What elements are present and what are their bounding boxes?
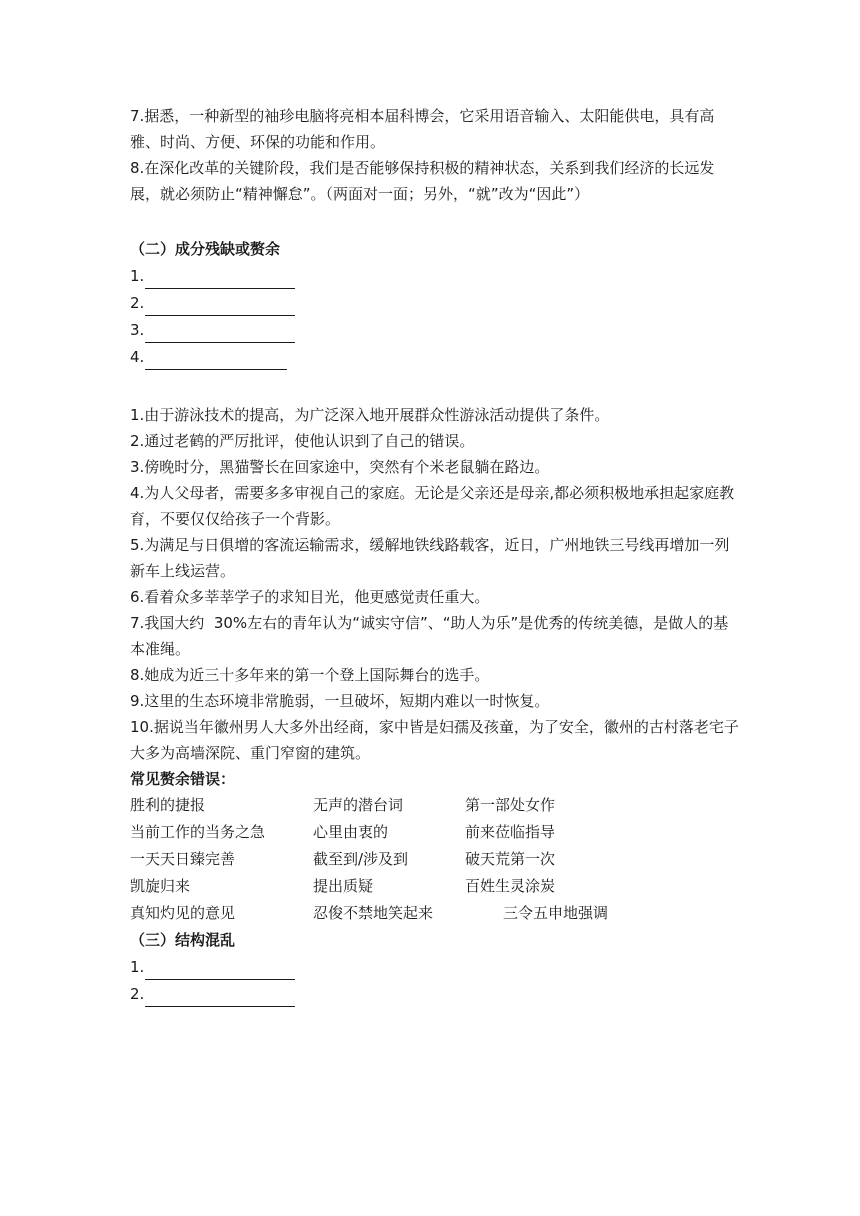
spacer xyxy=(130,207,740,233)
blank-number: 1. xyxy=(130,958,145,976)
redundancy-example: 凯旋归来 xyxy=(130,877,191,895)
redundancy-example: 心里由衷的 xyxy=(313,823,389,841)
redundancy-example: 百姓生灵涂炭 xyxy=(465,877,556,895)
redundancy-example: 胜利的捷报 xyxy=(130,796,206,814)
redundancy-example: 前来莅临指导 xyxy=(465,823,556,841)
fill-in-blank-line xyxy=(145,271,295,289)
blank-answer-row xyxy=(130,980,740,1007)
redundancy-row xyxy=(130,792,740,819)
exercise-sentence-7: 7.我国大约 30%左右的青年认为“诚实守信”、“助人为乐”是优秀的传统美德，是做人的基本准绳。 xyxy=(130,614,729,658)
redundancy-example: 第一部处女作 xyxy=(465,796,556,814)
exercise-sentence-2: 2.通过老鹤的严厉批评，使他认识到了自己的错误。 xyxy=(130,432,475,450)
blank-list-section-three xyxy=(130,953,740,1007)
redundancy-example: 无声的潜台词 xyxy=(313,796,404,814)
redundancy-examples-grid xyxy=(130,792,740,927)
blank-number: 3. xyxy=(130,321,145,339)
redundancy-errors-heading: 常见赘余错误： xyxy=(130,770,236,788)
fill-in-blank-line xyxy=(145,989,295,1007)
section-heading-structural-confusion: （三）结构混乱 xyxy=(130,931,236,949)
fill-in-blank-line xyxy=(145,298,295,316)
blank-list-section-two xyxy=(130,262,740,370)
exercise-sentence-3: 3.傍晚时分，黑猫警长在回家途中，突然有个米老鼠躺在路边。 xyxy=(130,458,550,476)
spacer xyxy=(130,370,740,402)
blank-number: 2. xyxy=(130,294,145,312)
exercise-sentence-10: 10.据说当年徽州男人大多外出经商，家中皆是妇孺及孩童，为了安全，徽州的古村落老宅子大多为高墙深院、重门窄窗的建筑。 xyxy=(130,718,739,762)
blank-answer-row xyxy=(130,289,740,316)
blank-number: 1. xyxy=(130,267,145,285)
fill-in-blank-line xyxy=(145,325,295,343)
blank-answer-row xyxy=(130,343,740,370)
fill-in-blank-line xyxy=(145,962,295,980)
redundancy-example: 真知灼见的意见 xyxy=(130,904,236,922)
blank-number: 4. xyxy=(130,348,145,366)
redundancy-example: 当前工作的当务之急 xyxy=(130,823,266,841)
redundancy-example: 忍俊不禁地笑起来 xyxy=(313,904,434,922)
redundancy-example: 截至到/涉及到 xyxy=(313,850,409,868)
exercise-sentence-8: 8.她成为近三十多年来的第一个登上国际舞台的选手。 xyxy=(130,666,490,684)
exercise-sentence-list xyxy=(130,402,740,766)
paragraph-item-7: 7.据悉，一种新型的袖珍电脑将亮相本届科博会，它采用语音输入、太阳能供电，具有高雅、时尚、方便、环保的功能和作用。 xyxy=(130,107,715,151)
exercise-sentence-9: 9.这里的生态环境非常脆弱，一旦破坏，短期内难以一时恢复。 xyxy=(130,692,550,710)
fill-in-blank-line xyxy=(145,352,287,370)
exercise-sentence-1: 1.由于游泳技术的提高，为广泛深入地开展群众性游泳活动提供了条件。 xyxy=(130,406,610,424)
section-heading-incomplete-components: （二）成分残缺或赘余 xyxy=(130,240,281,258)
redundancy-example: 破天荒第一次 xyxy=(465,850,556,868)
redundancy-row xyxy=(130,846,740,873)
redundancy-example: 三令五申地强调 xyxy=(503,904,609,922)
paragraph-item-8: 8.在深化改革的关键阶段，我们是否能够保持积极的精神状态，关系到我们经济的长远发展，就必须防止“精神懈怠”。（两面对一面；另外，“就”改为“因此”） xyxy=(130,159,715,203)
redundancy-row xyxy=(130,873,740,900)
blank-answer-row xyxy=(130,953,740,980)
document-content xyxy=(130,103,740,1007)
redundancy-example: 提出质疑 xyxy=(313,877,374,895)
blank-answer-row xyxy=(130,316,740,343)
redundancy-example: 一天天日臻完善 xyxy=(130,850,236,868)
redundancy-row xyxy=(130,900,740,927)
exercise-sentence-6: 6.看着众多莘莘学子的求知目光，他更感觉责任重大。 xyxy=(130,588,490,606)
exercise-sentence-5: 5.为满足与日俱增的客流运输需求，缓解地铁线路载客，近日，广州地铁三号线再增加一列新车上线运营。 xyxy=(130,536,730,580)
blank-number: 2. xyxy=(130,985,145,1003)
blank-answer-row xyxy=(130,262,740,289)
redundancy-row xyxy=(130,819,740,846)
exercise-sentence-4: 4.为人父母者，需要多多审视自己的家庭。无论是父亲还是母亲,都必须积极地承担起家庭教育，不要仅仅给孩子一个背影。 xyxy=(130,484,735,528)
